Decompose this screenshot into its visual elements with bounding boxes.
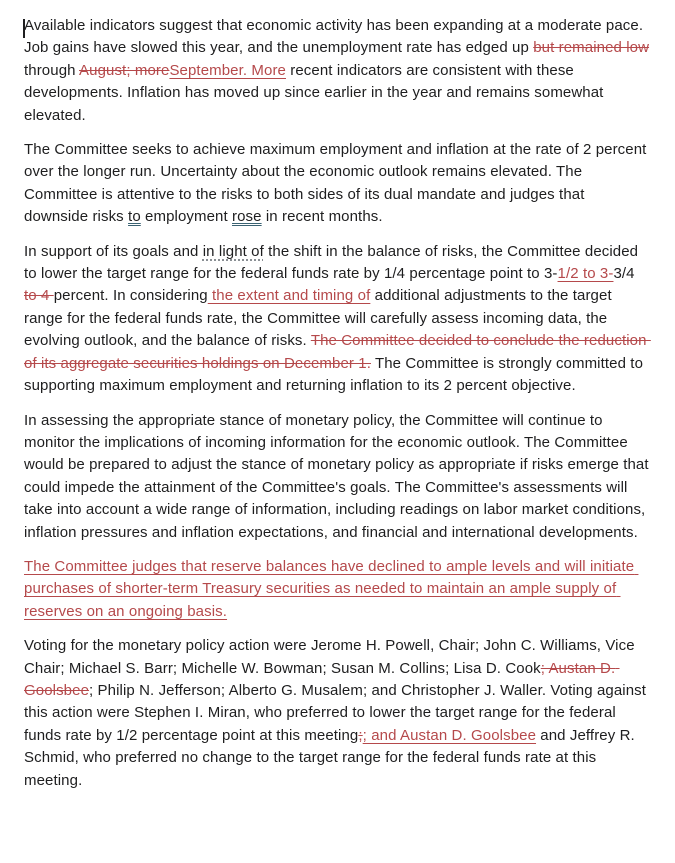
paragraph	[24, 410, 651, 544]
paragraph	[24, 241, 651, 398]
deleted-text: but remained low	[533, 39, 650, 57]
document-body[interactable]	[24, 15, 654, 792]
text-run: through	[24, 39, 654, 79]
inserted-text: 1/2 to 3-	[557, 265, 614, 283]
text-run: In assessing the appropriate stance of monetary policy, the Committee will continue to monitor the implications of incoming information for the economic outlook. The Committee would be prepared to adjust the stance of monetary policy as appropriate if risks emerge that could impede the attainment of the Committee's goals. The Committee's assessments will take into account a wide range of information, including readings on labor market conditions, inflation pressures and inflation expectations, and financial and international developments.	[24, 411, 653, 541]
paragraph	[24, 15, 654, 127]
inserted-text: the extent and timing of	[207, 287, 371, 305]
paragraph	[24, 139, 651, 229]
text-run: 3/4	[613, 265, 639, 283]
deleted-text: August; more	[79, 61, 170, 79]
text-run: In support of its goals and	[24, 242, 203, 260]
text-run: The Committee seeks to achieve maximum employment and inflation at the rate of 2 percent over the longer run. Uncertainty about the economic outlook remains elevated. The Committee is attentive to the risks to both sides of its dual mandate and judges that downside risks	[24, 141, 651, 226]
double-underline-text: rose	[232, 208, 262, 226]
text-run: in recent months.	[261, 208, 383, 226]
text-run: the shift in the balance of risks, the Committee decided to lower the target range for the federal funds rate by 1/4 percentage point to 3-	[24, 242, 643, 283]
text-run: employment	[140, 208, 233, 226]
text-run: percent. In considering	[53, 287, 208, 305]
text-run: The Committee is strongly committed to supporting maximum employment and returning inflation to its 2 percent objective.	[24, 354, 648, 395]
deleted-text: The Committee decided to conclude the reduction of its aggregate securities holdings on December 1.	[24, 332, 651, 372]
text-run: and Jeffrey R. Schmid, who preferred no change to the target range for the federal funds rate at this meeting.	[24, 726, 640, 789]
inserted-text: The Committee judges that reserve balances have declined to ample levels and will initiate purchases of shorter-term Treasury securities as needed to maintain an ample supply of reserves on an ongoing basis.	[24, 557, 639, 620]
text-run: Voting for the monetary policy action were Jerome H. Powell, Chair; John C. Williams, Vice Chair; Michael S. Barr; Michelle W. Bowman; Susan M. Collins; Lisa D. Cook	[24, 637, 639, 677]
text-run: Available indicators suggest that economic activity has been expanding at a moderate pace. Job gains have slowed this year, and the unemployment rate has edged up	[24, 17, 648, 57]
paragraph	[24, 635, 651, 792]
deleted-text: ;	[358, 726, 363, 744]
deleted-text: ; Austan D. Goolsbee	[24, 659, 620, 699]
inserted-text: ; and Austan D. Goolsbee	[362, 726, 537, 744]
double-underline-text: to	[128, 208, 141, 226]
text-run: ; Philip N. Jefferson; Alberto G. Musalem; and Christopher J. Waller. Voting against this action were Stephen I. Miran, who preferred to lower the target range for the federal funds rate by 1/2 percentage point at this meeting	[24, 681, 651, 744]
text-run: recent indicators are consistent with these developments. Inflation has moved up since earlier in the year and remains somewhat elevated.	[24, 61, 608, 124]
text-run: additional adjustments to the target range for the federal funds rate, the Committee will carefully assess incoming data, the evolving outlook, and the balance of risks.	[24, 287, 616, 350]
inserted-text: September. More	[169, 61, 286, 79]
deleted-text: to 4	[24, 287, 54, 305]
dotted-underline-text: in light of	[202, 242, 264, 260]
paragraph	[24, 556, 651, 623]
text-cursor	[23, 19, 25, 38]
